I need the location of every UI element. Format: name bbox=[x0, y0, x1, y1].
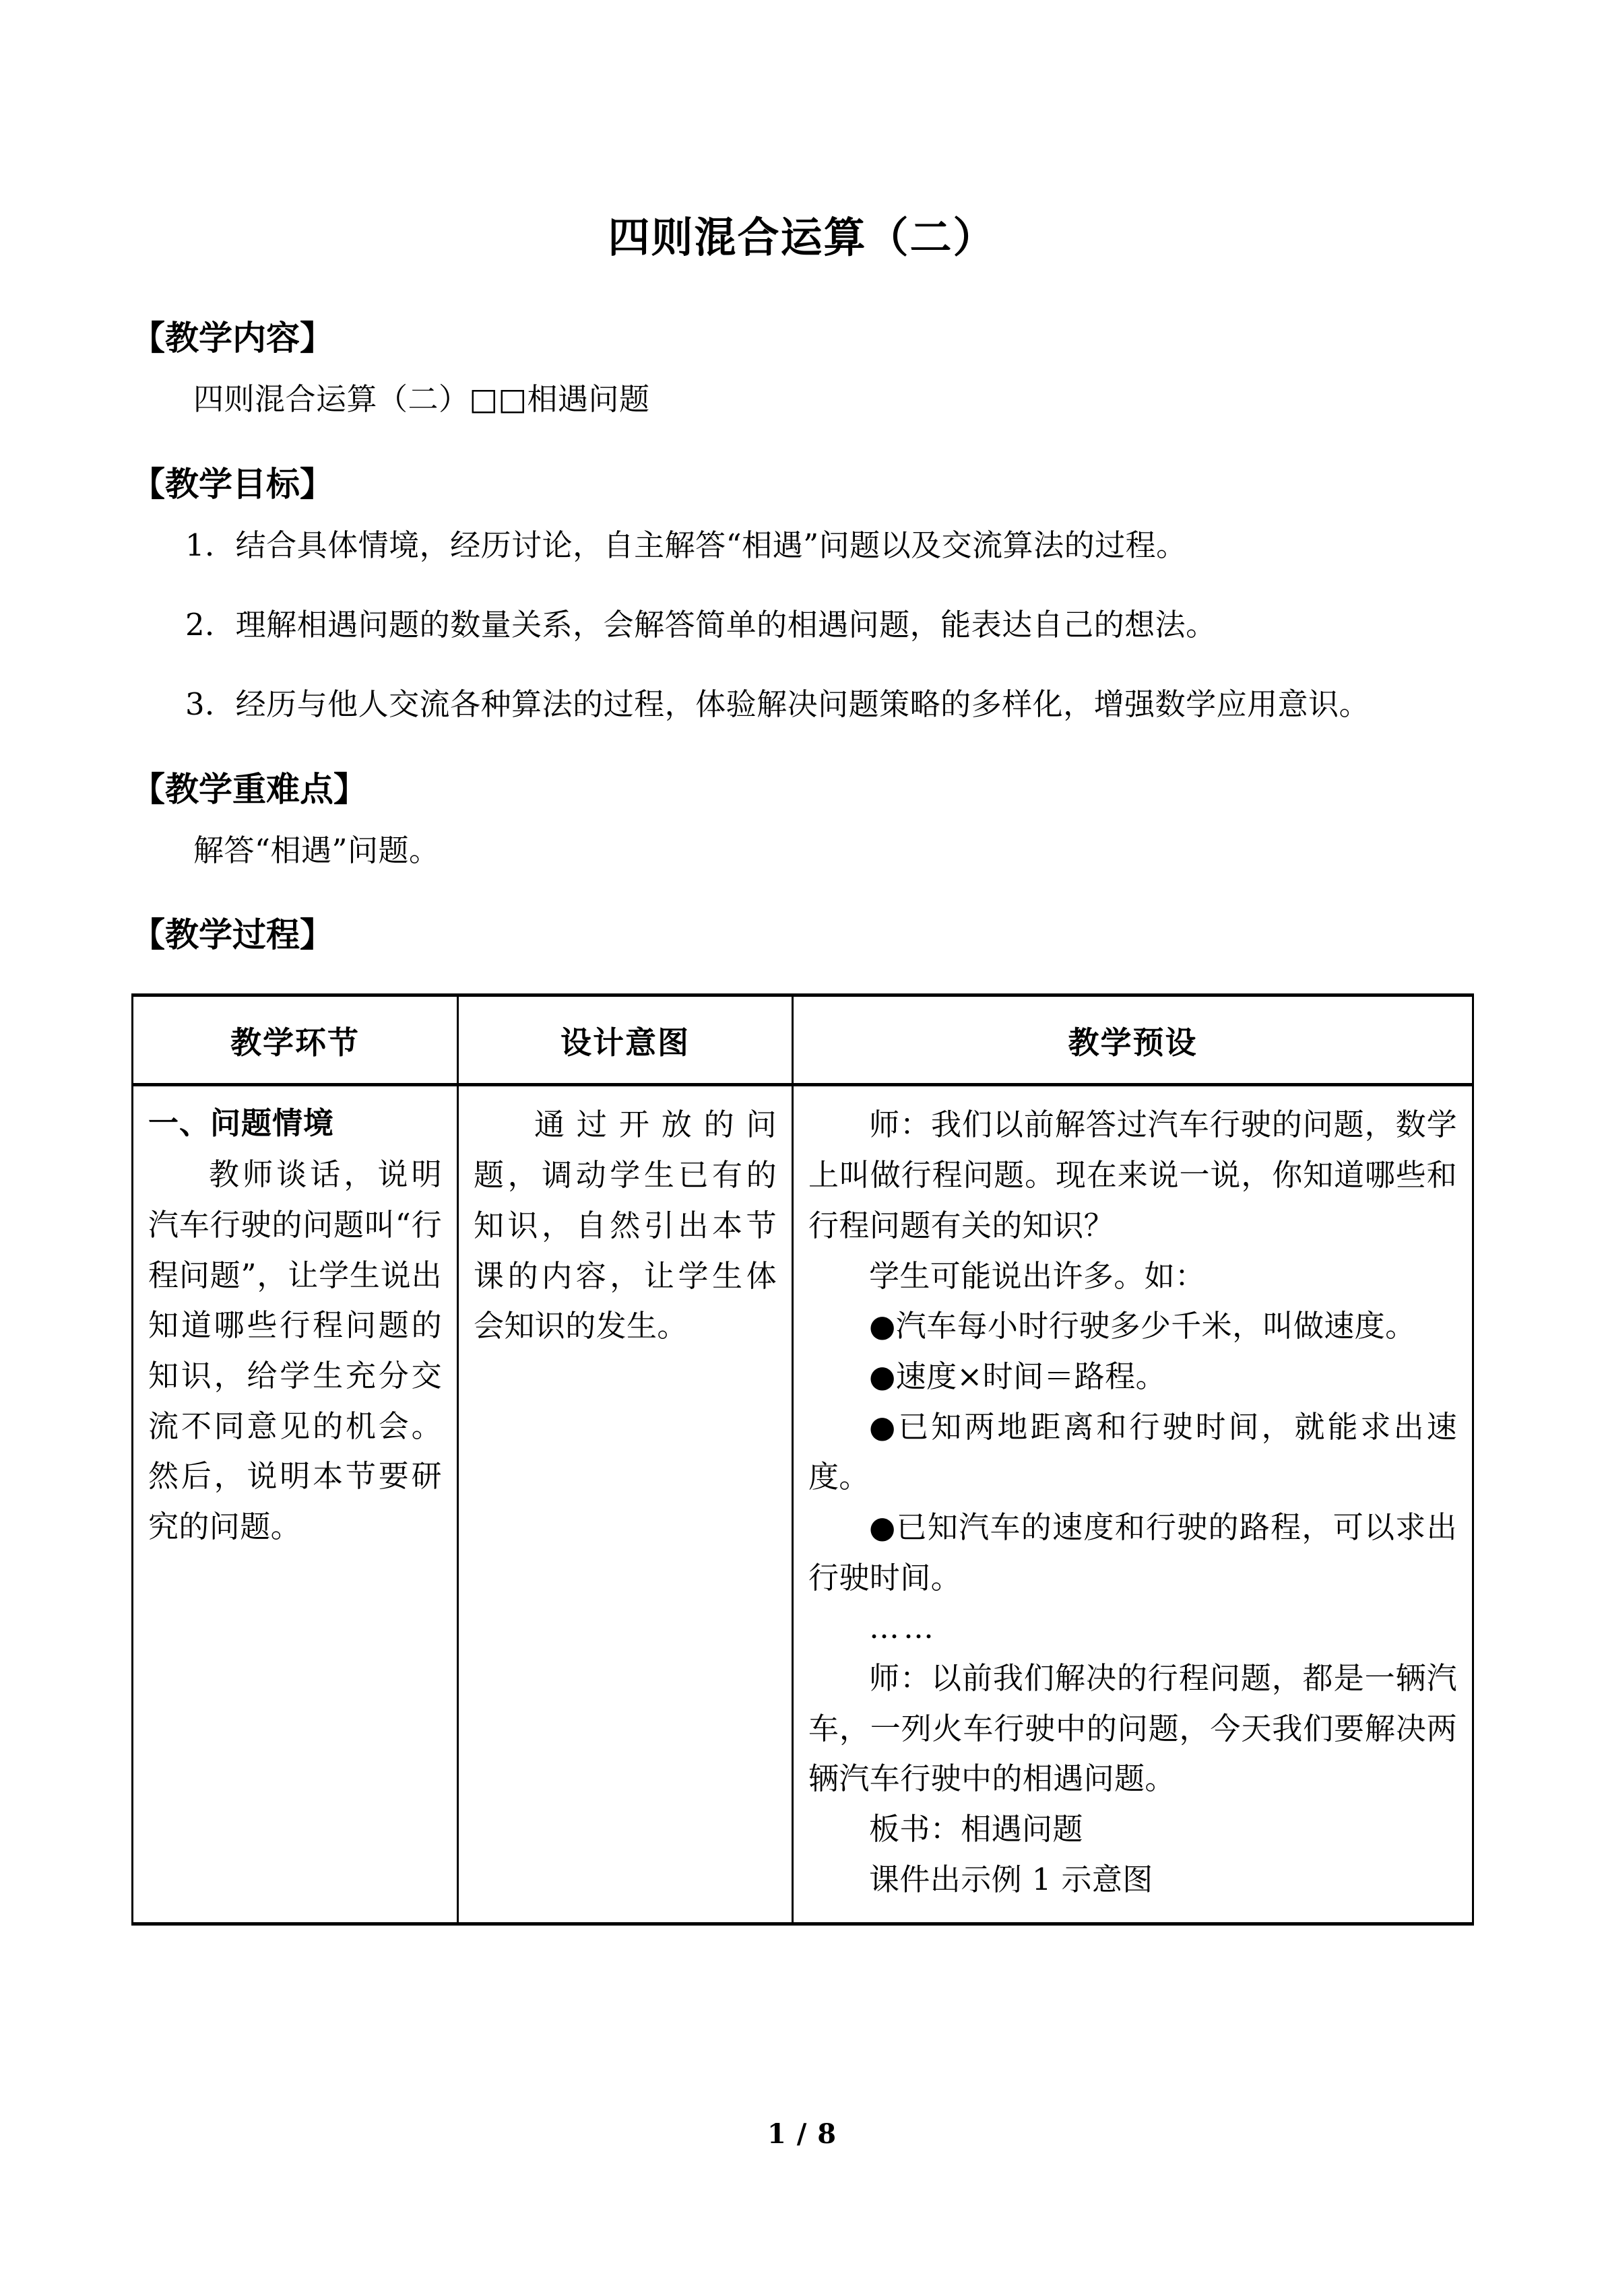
column-header-intent: 设计意图 bbox=[458, 995, 793, 1085]
section-heading-key-difficulties: 【教学重难点】 bbox=[131, 768, 367, 809]
section-heading-teaching-content: 【教学内容】 bbox=[131, 318, 333, 358]
preset-bullet-find-time: ●已知汽车的速度和行驶的路程，可以求出行驶时间。 bbox=[808, 1509, 1457, 1596]
cell-stage bbox=[133, 1085, 458, 1924]
preset-ellipsis: …… bbox=[869, 1610, 938, 1646]
key-difficulties-body: 解答“相遇”问题。 bbox=[193, 832, 440, 868]
teaching-content-body: 四则混合运算（二）□□相遇问题 bbox=[193, 381, 650, 418]
preset-blackboard-note: 板书：相遇问题 bbox=[869, 1811, 1083, 1847]
objective-item-3: 3．经历与他人交流各种算法的过程，体验解决问题策略的多样化，增强数学应用意识。 bbox=[185, 686, 1370, 722]
preset-line-2: 学生可能说出许多。如： bbox=[869, 1257, 1206, 1294]
objective-item-1: 1．结合具体情境，经历讨论，自主解答“相遇”问题以及交流算法的过程。 bbox=[185, 527, 1187, 563]
table-row bbox=[133, 1085, 1473, 1924]
section-heading-teaching-objectives: 【教学目标】 bbox=[131, 463, 333, 504]
section-heading-teaching-process: 【教学过程】 bbox=[131, 915, 333, 955]
preset-courseware-note: 课件出示例 1 示意图 bbox=[869, 1861, 1153, 1897]
preset-bullet-formula: ●速度×时间＝路程。 bbox=[869, 1358, 1166, 1394]
preset-line-8: 师：以前我们解决的行程问题，都是一辆汽车，一列火车行驶中的问题，今天我们要解决两辆汽车行驶中的相遇问题。 bbox=[808, 1660, 1457, 1797]
teaching-process-table bbox=[131, 993, 1474, 1926]
cell-intent bbox=[458, 1085, 793, 1924]
cell-preset bbox=[793, 1085, 1473, 1924]
document-page bbox=[0, 28, 1604, 2296]
stage-body: 教师谈话，说明汽车行驶的问题叫“行程问题”，让学生说出知道哪些行程问题的知识，给学生充分交流不同意见的机会。然后，说明本节要研究的问题。 bbox=[148, 1156, 442, 1545]
preset-bullet-find-speed: ●已知两地距离和行驶时间，就能求出速度。 bbox=[808, 1408, 1457, 1495]
table-header-row bbox=[133, 995, 1473, 1085]
intent-body: 通过开放的问题，调动学生已有的知识，自然引出本节课的内容，让学生体会知识的发生。 bbox=[474, 1107, 777, 1344]
objective-item-2: 2．理解相遇问题的数量关系，会解答简单的相遇问题，能表达自己的想法。 bbox=[185, 606, 1217, 643]
column-header-preset: 教学预设 bbox=[793, 995, 1473, 1085]
preset-bullet-speed-definition: ●汽车每小时行驶多少千米，叫做速度。 bbox=[869, 1308, 1416, 1344]
page-title: 四则混合运算（二） bbox=[608, 212, 996, 262]
column-header-stage: 教学环节 bbox=[133, 995, 458, 1085]
preset-line-1: 师：我们以前解答过汽车行驶的问题，数学上叫做行程问题。现在来说一说，你知道哪些和行程问题有关的知识？ bbox=[808, 1107, 1457, 1243]
stage-heading: 一、问题情境 bbox=[148, 1105, 335, 1142]
page-number: 1 / 8 bbox=[767, 2118, 837, 2150]
